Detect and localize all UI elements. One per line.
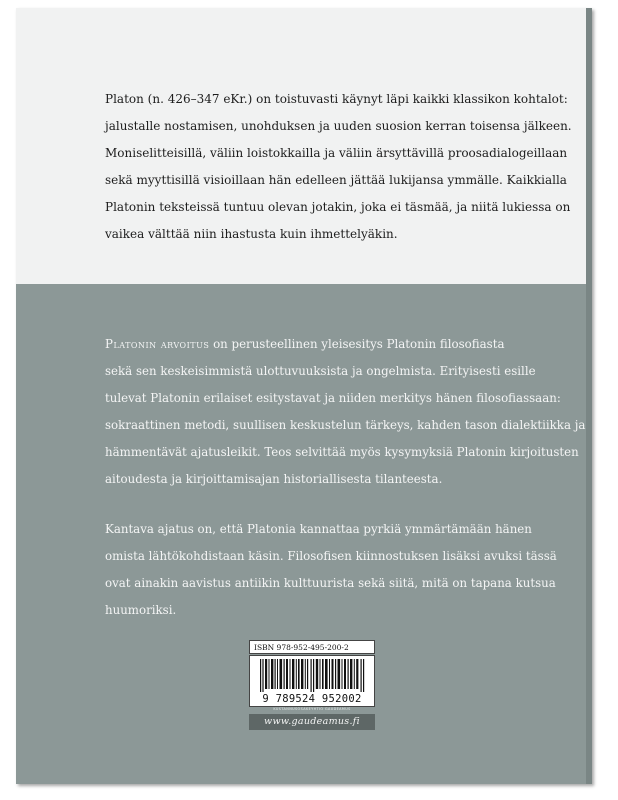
upper-blurb-line: sekä myyttisillä visioillaan hän edelleen jättää lukijansa ymmälle. Kaikkialla	[105, 173, 567, 187]
upper-blurb	[105, 86, 572, 248]
publisher-line: KUSTANNUSOSAKEYHTIÖ GAUDEAMUS	[273, 707, 351, 711]
barcode-bars-icon	[260, 659, 366, 692]
upper-blurb-line: Moniselitteisillä, väliin loistokkailla ja väliin ärsyttävillä proosadialogeillaan	[105, 146, 568, 160]
upper-blurb-line: vaikea välttää niin ihastusta kuin ihmettelyäkin.	[105, 227, 398, 241]
barcode-block	[249, 640, 375, 730]
description-line: huumoriksi.	[105, 603, 177, 617]
description-line: ovat ainakin aavistus antiikin kulttuurista sekä siitä, mitä on tapana kutsua	[105, 576, 556, 590]
upper-blurb-line: Platon (n. 426–347 eKr.) on toistuvasti käynyt läpi kaikki klassikon kohtalot:	[105, 92, 568, 106]
description-line-rest: on perusteellinen yleisesitys Platonin filosofiasta	[209, 337, 505, 351]
upper-blurb-panel	[16, 8, 586, 284]
isbn-label: ISBN 978-952-495-200-2	[249, 640, 375, 654]
description-line: tulevat Platonin erilaiset esitystavat ja niiden merkitys hänen filosofiassaan:	[105, 391, 561, 405]
description-line	[105, 331, 545, 358]
publisher-url: www.gaudeamus.fi	[249, 714, 375, 730]
barcode-digits: 9 789524 952002	[262, 693, 362, 705]
description-line: sekä sen keskeisimmistä ulottuvuuksista ja ongelmista. Erityisesti esille	[105, 364, 536, 378]
description-line: omista lähtökohdistaan käsin. Filosofisen kiinnostuksen lisäksi avuksi tässä	[105, 549, 557, 563]
description-line: aitoudesta ja kirjoittamisajan historiallisesta tilanteesta.	[105, 472, 443, 486]
upper-blurb-line: Platonin teksteissä tuntuu olevan jotakin, joka ei täsmää, ja niitä lukiessa on	[105, 200, 571, 214]
description-paragraph-2	[105, 516, 557, 624]
book-back-cover	[16, 8, 592, 784]
upper-blurb-line: jalustalle nostamisen, unohduksen ja uuden suosion kerran toisensa jälkeen.	[105, 119, 572, 133]
description-paragraph-1	[105, 331, 586, 493]
description-line: sokraattinen metodi, suullisen keskustelun tärkeys, kahden tason dialektiikka ja	[105, 418, 586, 432]
book-title-smallcaps: Platonin arvoitus	[105, 337, 210, 351]
barcode	[249, 655, 375, 707]
description-line: Kantava ajatus on, että Platonia kannattaa pyrkiä ymmärtämään hänen	[105, 522, 532, 536]
description-line: hämmentävät ajatusleikit. Teos selvittää myös kysymyksiä Platonin kirjoitusten	[105, 445, 579, 459]
